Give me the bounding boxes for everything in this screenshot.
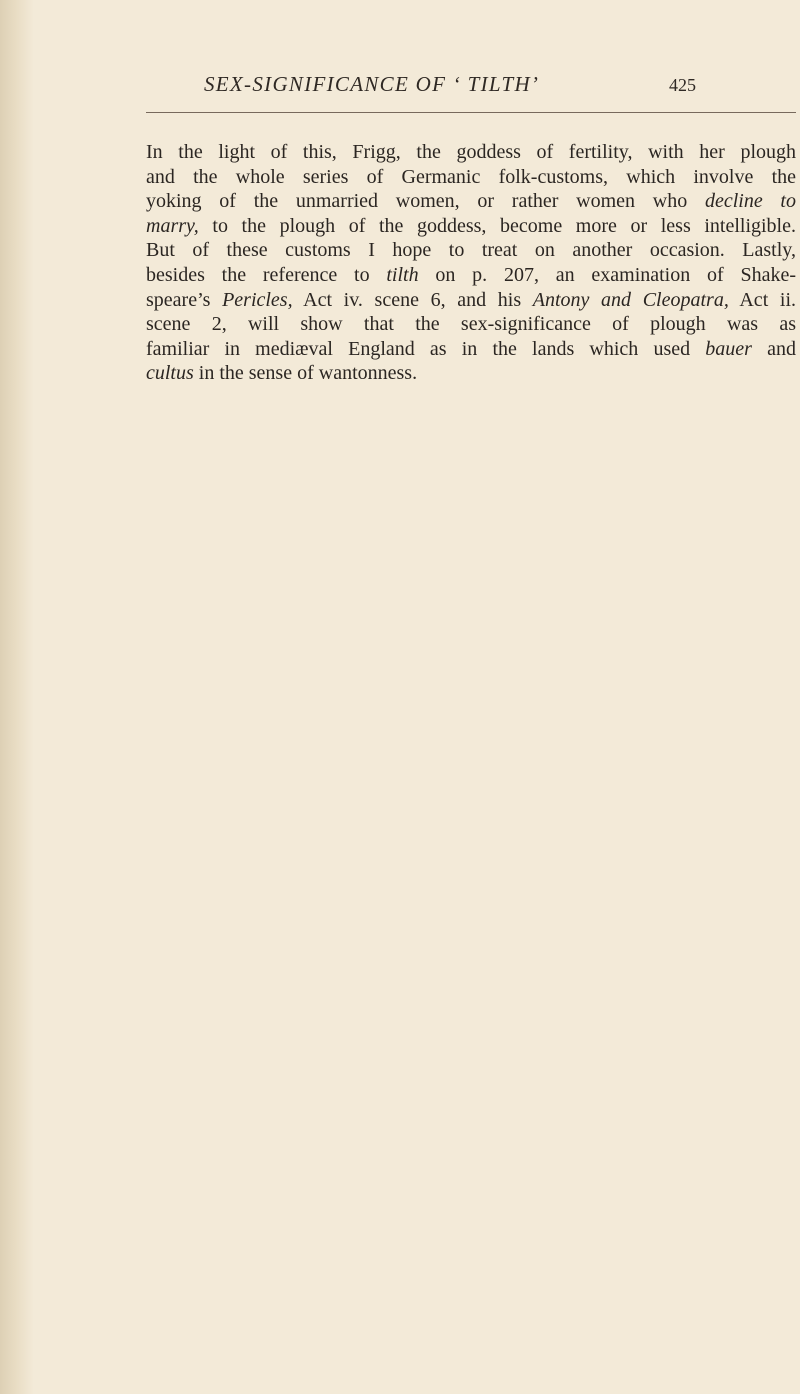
text-line: yoking of the unmarried women, or rather women who decline to — [146, 190, 796, 213]
text-line: marry, to the plough of the goddess, become more or less intelligible. — [146, 214, 796, 237]
text-line: scene 2, will show that the sex-significance of plough was as — [146, 313, 796, 336]
text-line-last: cultus in the sense of wantonness. — [146, 362, 418, 385]
running-header — [146, 72, 796, 104]
page-number: 425 — [669, 75, 696, 95]
body-paragraph — [146, 140, 796, 386]
text-line: and the whole series of Germanic folk-customs, which involve the — [146, 165, 796, 188]
page-gutter-shadow — [0, 0, 34, 1394]
text-line: besides the reference to tilth on p. 207, an examination of Shake- — [146, 263, 796, 286]
text-line: In the light of this, Frigg, the goddess of fertility, with her plough — [146, 141, 796, 163]
running-title: SEX-SIGNIFICANCE OF ‘ TILTH’ — [204, 72, 540, 96]
header-rule — [146, 112, 796, 113]
text-line: speare’s Pericles, Act iv. scene 6, and his Antony and Cleopatra, Act ii. — [146, 288, 796, 311]
text-line: But of these customs I hope to treat on another occasion. Lastly, — [146, 239, 796, 262]
text-line: familiar in mediæval England as in the lands which used bauer and — [146, 337, 796, 360]
